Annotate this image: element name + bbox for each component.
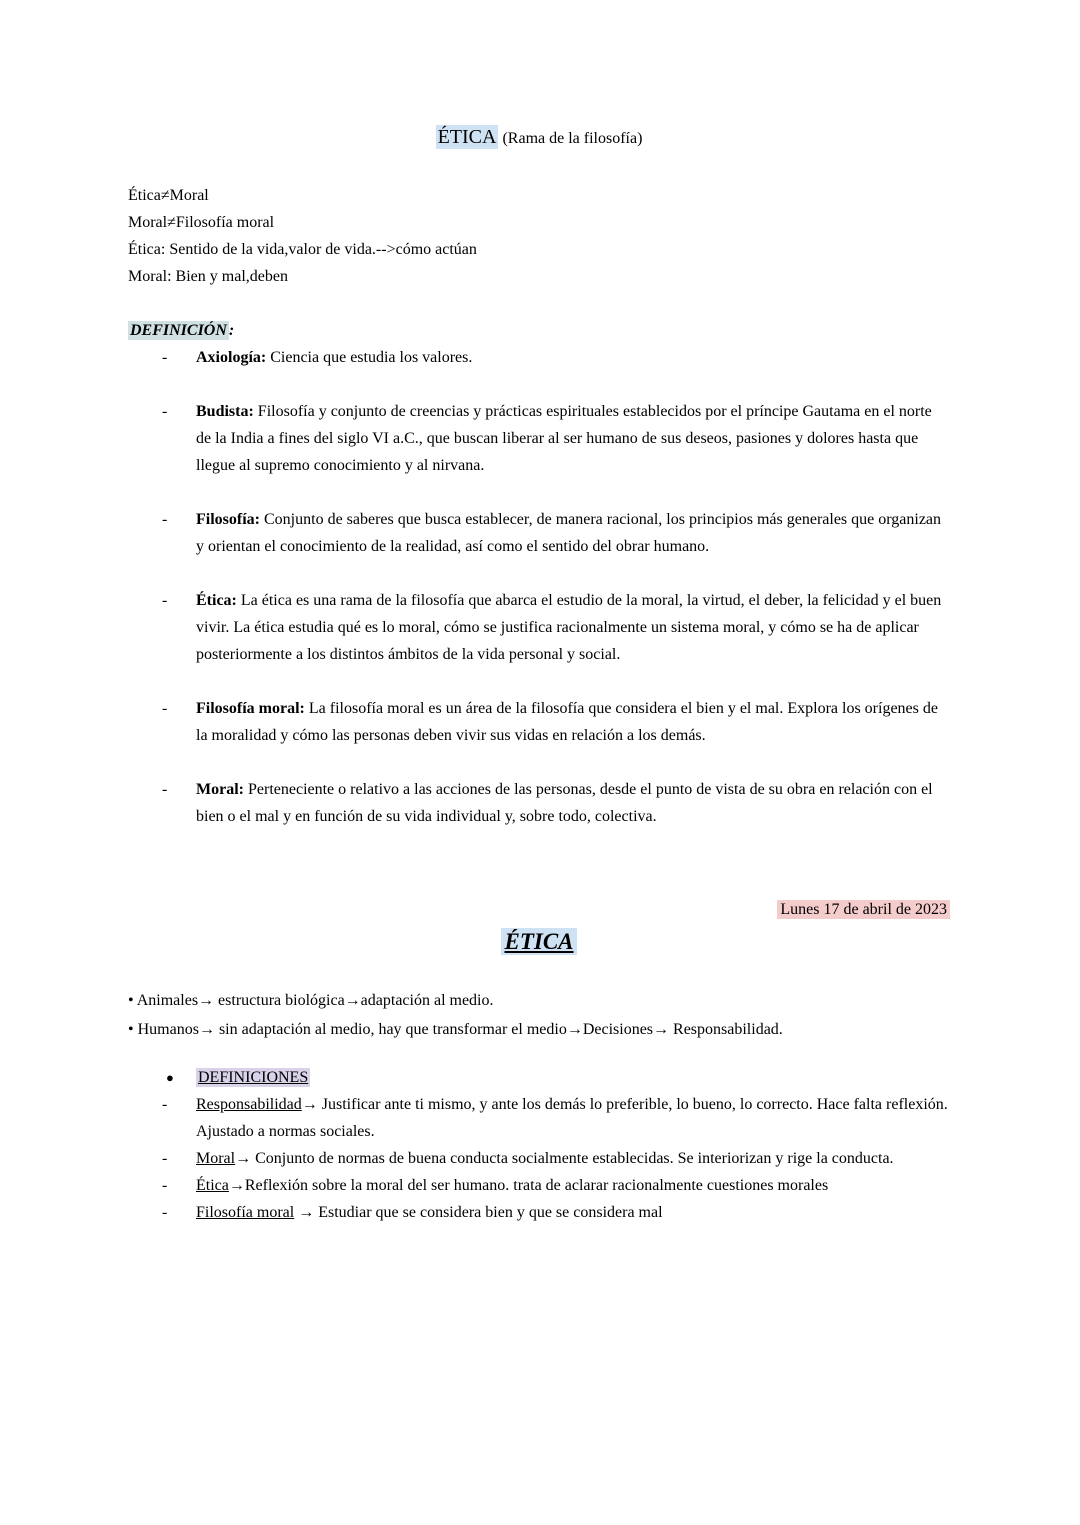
intro-line: Moral≠Filosofía moral [128,214,275,231]
list-item [128,776,950,830]
list-item [128,506,950,560]
date-row [128,896,950,923]
dash-bullet: - [162,511,168,528]
section2-title-row [128,925,950,962]
dash-bullet: - [162,1096,168,1113]
list-item [128,1172,950,1199]
section2-bullets [128,986,950,1044]
dash-bullet: - [162,349,168,366]
def-term: Ética: [196,592,237,609]
bullet-text: Humanos→ sin adaptación al medio, hay que transformar el medio→Decisiones→ Responsabilidad. [133,1021,783,1038]
dash-bullet: - [162,1177,168,1194]
def-term: Filosofía moral: [196,700,305,717]
list-item [128,587,950,668]
definicion-list [128,344,950,830]
def-term: Budista: [196,403,254,420]
list-item [128,986,950,1015]
intro-line: Ética: Sentido de la vida,valor de vida.-->cómo actúan [128,241,477,258]
def-text: Conjunto de saberes que busca establecer, de manera racional, los principios más generales que organizan y orientan el conocimiento de la realidad, así como el sentido del obrar humano. [196,511,942,555]
list-item [128,1199,950,1226]
list-item [128,695,950,749]
def2-term: Moral [196,1150,236,1167]
intro-line: Moral: Bien y mal,deben [128,268,288,285]
def2-term: Filosofía moral [196,1204,295,1221]
dash-bullet: - [162,403,168,420]
section2-title: ÉTICA [501,928,576,955]
def-text: La ética es una rama de la filosofía que abarca el estudio de la moral, la virtud, el deber, la felicidad y el buen vivir. La ética estudia qué es lo moral, cómo se justifica racionalmente un sistema moral, y cómo se ha de aplicar posteriormente a los distintos ámbitos de la vida personal y social. [196,592,942,663]
dash-bullet: - [162,1204,168,1221]
list-item [128,398,950,479]
def2-text: → Conjunto de normas de buena conducta socialmente establecidas. Se interiorizan y rige la conducta. [235,1150,894,1167]
dot-bullet: • [128,1021,134,1038]
definicion-heading-colon: : [228,322,235,339]
dash-bullet: - [162,592,168,609]
def-text: Perteneciente o relativo a las acciones de las personas, desde el punto de vista de su obra en relación con el bien o el mal y en función de su vida individual y, sobre todo, colectiva. [196,781,933,825]
date-badge: Lunes 17 de abril de 2023 [777,900,950,919]
def-term: Filosofía: [196,511,260,528]
def-term: Moral: [196,781,244,798]
dash-bullet: - [162,781,168,798]
definiciones-block [128,1064,950,1226]
intro-block [128,182,950,290]
disc-bullet: ● [166,1070,174,1085]
dash-bullet: - [162,1150,168,1167]
def2-text: → Estudiar que se considera bien y que se considera mal [294,1204,663,1221]
list-item [128,1015,950,1044]
def2-term: Responsabilidad [196,1096,302,1113]
title-subtitle: (Rama de la filosofía) [498,130,643,147]
definiciones-heading-row [128,1064,950,1091]
def2-text: → Justificar ante ti mismo, y ante los demás lo preferible, lo bueno, lo correcto. Hace falta reflexión. Ajustado a normas sociales. [196,1096,948,1140]
intro-line: Ética≠Moral [128,187,209,204]
definicion-heading-row [128,317,950,344]
list-item [128,344,950,371]
definiciones-heading: DEFINICIONES [198,1069,309,1086]
bullet-text: Animales→ estructura biológica→adaptación al medio. [133,992,494,1009]
list-item [128,1091,950,1145]
def-text: Filosofía y conjunto de creencias y prácticas espirituales establecidos por el príncipe Gautama en el norte de la India a fines del siglo VI a.C., que buscan liberar al ser humano de sus deseos, pasiones y dolores hasta que llegue al supremo conocimiento y al nirvana. [196,403,932,474]
doc-title [128,122,950,154]
dash-bullet: - [162,700,168,717]
definicion-heading: DEFINICIÓN [130,322,227,339]
def-text: La filosofía moral es un área de la filosofía que considera el bien y el mal. Explora los orígenes de la moralidad y cómo las personas deben vivir sus vidas en relación a los demás. [196,700,938,744]
list-item [128,1145,950,1172]
def-term: Axiología: [196,349,267,366]
def-text: Ciencia que estudia los valores. [266,349,473,366]
dot-bullet: • [128,992,134,1009]
def2-text: →Reflexión sobre la moral del ser humano. trata de aclarar racionalmente cuestiones morales [228,1177,829,1194]
title-highlighted: ÉTICA [437,126,497,148]
def2-term: Ética [196,1177,229,1194]
